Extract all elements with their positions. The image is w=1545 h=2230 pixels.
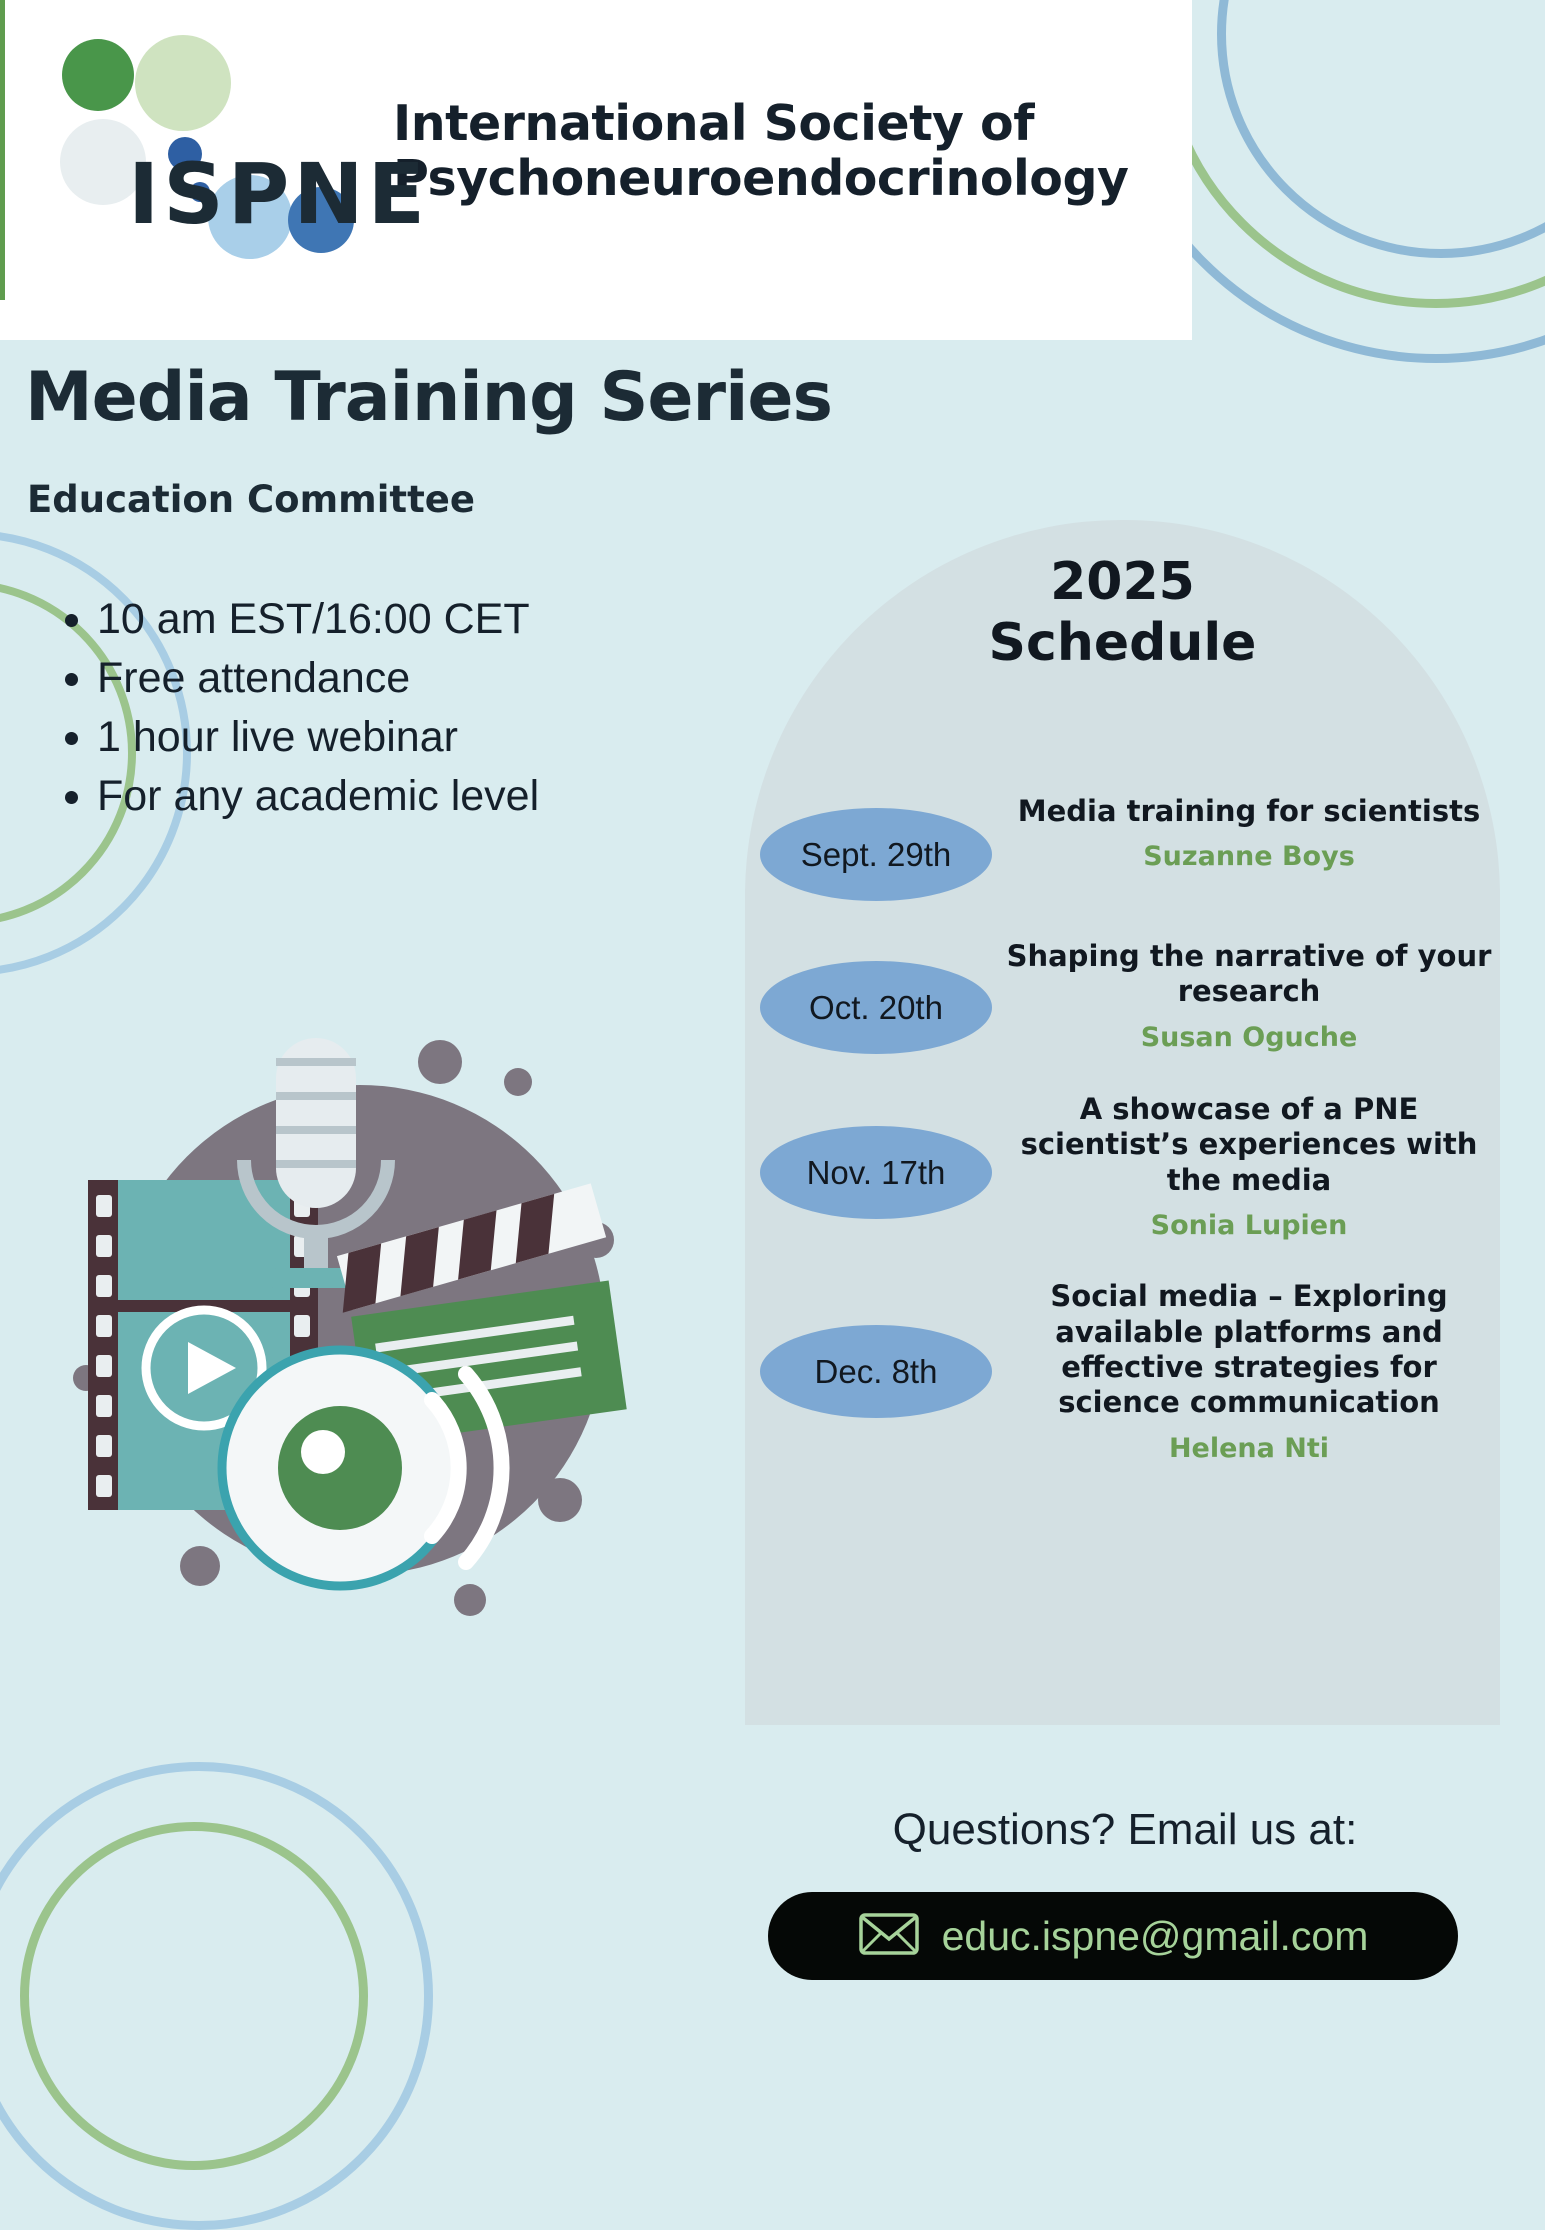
session-speaker: Sonia Lupien — [1150, 1210, 1348, 1242]
list-item: 10 am EST/16:00 CET — [35, 590, 735, 649]
details-list — [35, 590, 735, 826]
session-title: Social media – Exploring available platforms and effective strategies for science communication — [1050, 1279, 1448, 1420]
ispne-molecule-logo-icon — [40, 27, 429, 277]
schedule-date-badge: Dec. 8th — [760, 1325, 992, 1418]
page-subtitle: Education Committee — [27, 478, 475, 521]
session-speaker: Helena Nti — [1168, 1432, 1330, 1464]
session-speaker: Suzanne Boys — [1143, 841, 1355, 873]
organization-name-line1: International Society of — [393, 95, 1035, 153]
schedule-label: Schedule — [988, 612, 1257, 673]
schedule-date-badge: Nov. 17th — [760, 1126, 992, 1219]
session-title: A showcase of a PNE scientist’s experiences with the media — [1020, 1092, 1478, 1197]
list-item: 1 hour live webinar — [35, 708, 735, 767]
questions-label: Questions? Email us at: — [892, 1805, 1358, 1854]
list-item: For any academic level — [35, 767, 735, 826]
organization-name-line2: Psychoneuroendocrinology — [393, 150, 1129, 207]
schedule-year: 2025 — [1050, 552, 1195, 612]
schedule-row — [760, 790, 1500, 901]
decorative-arc-top-right-middle — [1157, 0, 1545, 308]
envelope-icon — [858, 1912, 920, 1961]
decorative-arc-bottom-left-inner — [20, 1822, 368, 2170]
decorative-arc-top-right-inner — [1217, 0, 1545, 258]
logo-acronym: ISPNE — [128, 145, 429, 243]
schedule-row — [760, 939, 1500, 1054]
schedule-date-badge: Oct. 20th — [760, 961, 992, 1054]
session-title: Media training for scientists — [1017, 794, 1481, 828]
session-title: Shaping the narrative of your research — [1006, 939, 1492, 1009]
page-title: Media Training Series — [25, 358, 832, 437]
schedule-list — [760, 790, 1500, 1502]
schedule-row — [760, 1279, 1500, 1464]
decorative-arc-bottom-left-outer — [0, 1762, 433, 2230]
schedule-row — [760, 1092, 1500, 1241]
organization-logo — [40, 22, 1140, 282]
schedule-heading — [745, 552, 1500, 674]
session-speaker: Susan Oguche — [1140, 1021, 1358, 1053]
media-production-illustration — [40, 1000, 680, 1640]
contact-email-text: educ.ispne@gmail.com — [941, 1912, 1369, 1959]
header-accent-bar — [0, 0, 5, 300]
contact-email-button[interactable] — [768, 1892, 1458, 1980]
schedule-date-badge: Sept. 29th — [760, 808, 992, 901]
list-item: Free attendance — [35, 649, 735, 708]
